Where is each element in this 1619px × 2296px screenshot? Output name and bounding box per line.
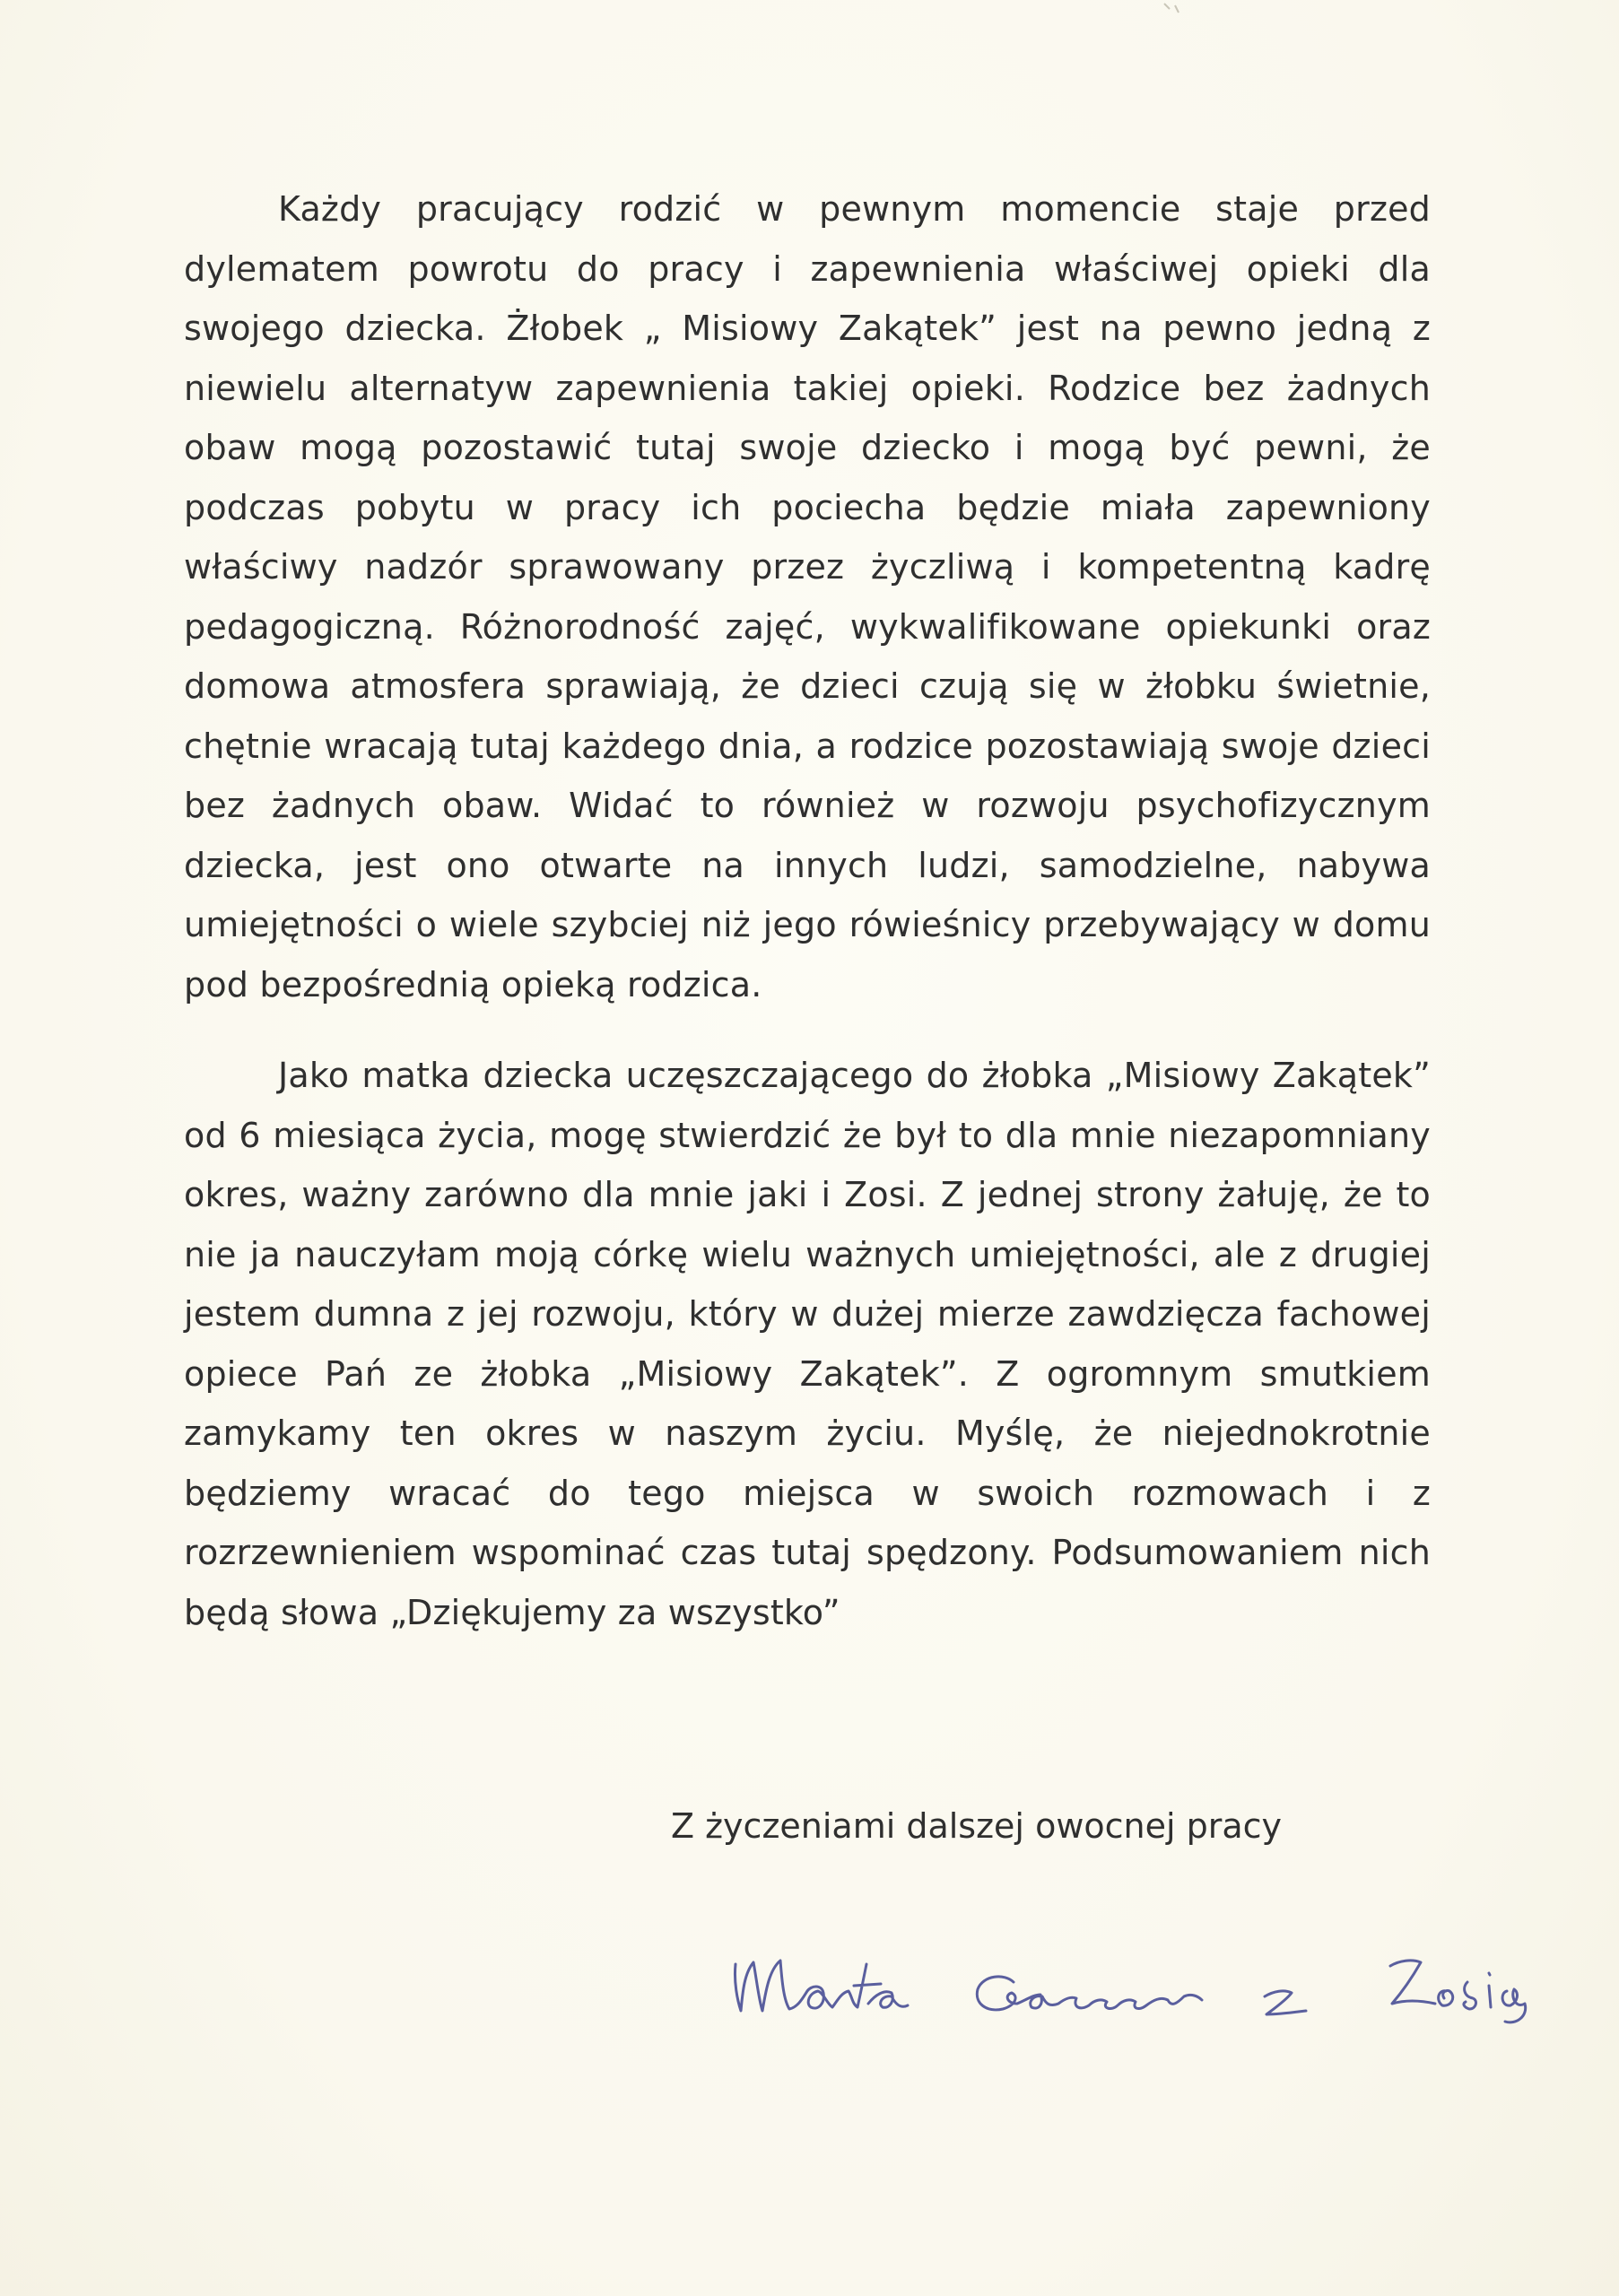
- paper-scratch-mark: [1157, 0, 1193, 27]
- handwritten-signature: [718, 1910, 1552, 2036]
- paragraph-2: Jako matka dziecka uczęszczającego do żłobka „Misiowy Zakątek” od 6 miesiąca życia, mogę stwierdzić że był to dla mnie niezapomniany okres, ważny zarówno dla mnie jaki i Zosi. Z jednej strony żałuję, że to nie ja nauczyłam moją córkę wielu ważnych umiejętności, ale z drugiej jestem dumna z jej rozwoju, który w dużej mierze zawdzięcza fachowej opiece Pań ze żłobka „Misiowy Zakątek”. Z ogromnym smutkiem zamykamy ten okres w naszym życiu. Myślę, że niejednokrotnie będziemy wracać do tego miejsca w swoich rozmowach i z rozrzewnieniem wspominać czas tutaj spędzony. Podsumowaniem nich będą słowa „Dziękujemy za wszystko”: [184, 1056, 1431, 1632]
- paragraph-1: Każdy pracujący rodzić w pewnym momencie staje przed dylematem powrotu do pracy i zapewnienia właściwej opieki dla swojego dziecka. Żłobek „ Misiowy Zakątek” jest na pewno jedną z niewielu alternatyw zapewnienia takiej opieki. Rodzice bez żadnych obaw mogą pozostawić tutaj swoje dziecko i mogą być pewni, że podczas pobytu w pracy ich pociecha będzie miała zapewniony właściwy nadzór sprawowany przez życzliwą i kompetentną kadrę pedagogiczną. Różnorodność zajęć, wykwalifikowane opiekunki oraz domowa atmosfera sprawiają, że dzieci czują się w żłobku świetnie, chętnie wracają tutaj każdego dnia, a rodzice pozostawiają swoje dzieci bez żadnych obaw. Widać to również w rozwoju psychofizycznym dziecka, jest ono otwarte na innych ludzi, samodzielne, nabywa umiejętności o wiele szybciej niż jego rówieśnicy przebywający w domu pod bezpośrednią opieką rodzica.: [184, 189, 1431, 1004]
- letter-body: [184, 179, 1431, 1642]
- closing-line: Z życzeniami dalszej owocnej pracy: [671, 1806, 1283, 1846]
